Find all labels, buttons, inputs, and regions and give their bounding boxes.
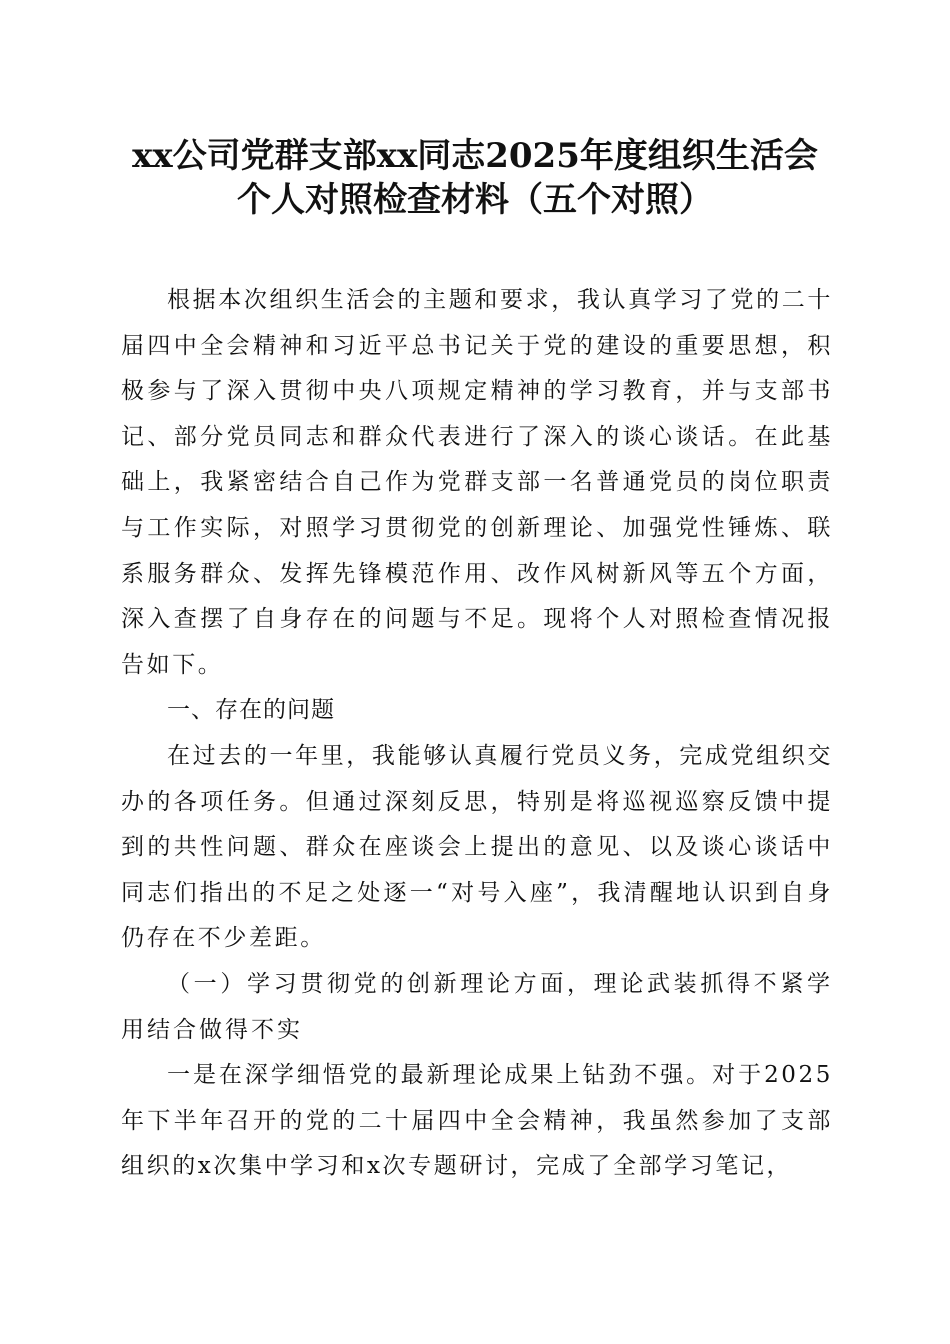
document-body <box>121 278 833 1190</box>
intro-paragraph: 根据本次组织生活会的主题和要求，我认真学习了党的二十届四中全会精神和习近平总书记关于党的建设的重要思想，积极参与了深入贯彻中央八项规定精神的学习教育，并与支部书记、部分党员同志和群众代表进行了深入的谈心谈话。在此基础上，我紧密结合自己作为党群支部一名普通党员的岗位职责与工作实际，对照学习贯彻党的创新理论、加强党性锤炼、联系服务群众、发挥先锋模范作用、改作风树新风等五个方面，深入查摆了自身存在的问题与不足。现将个人对照检查情况报告如下。 <box>121 287 833 678</box>
section-heading-problems: 一、存在的问题 <box>167 697 335 724</box>
document-title <box>100 134 850 222</box>
title-line-1: xx公司党群支部xx同志2025年度组织生活会 <box>132 136 818 176</box>
section-intro-paragraph: 在过去的一年里，我能够认真履行党员义务，完成党组织交办的各项任务。但通过深刻反思，特别是将巡视巡察反馈中提到的共性问题、群众在座谈会上提出的意见、以及谈心谈话中同志们指出的不足之处逐一“对号入座”，我清醒地认识到自身仍存在不少差距。 <box>121 742 833 952</box>
point-one-paragraph: 一是在深学细悟党的最新理论成果上钻劲不强。对于2025年下半年召开的党的二十届四中全会精神，我虽然参加了支部组织的x次集中学习和x次专题研讨，完成了全部学习笔记， <box>121 1062 833 1180</box>
title-line-2: 个人对照检查材料（五个对照） <box>237 180 713 220</box>
subsection-heading-theory: （一）学习贯彻党的创新理论方面，理论武装抓得不紧学用结合做得不实 <box>121 970 833 1043</box>
